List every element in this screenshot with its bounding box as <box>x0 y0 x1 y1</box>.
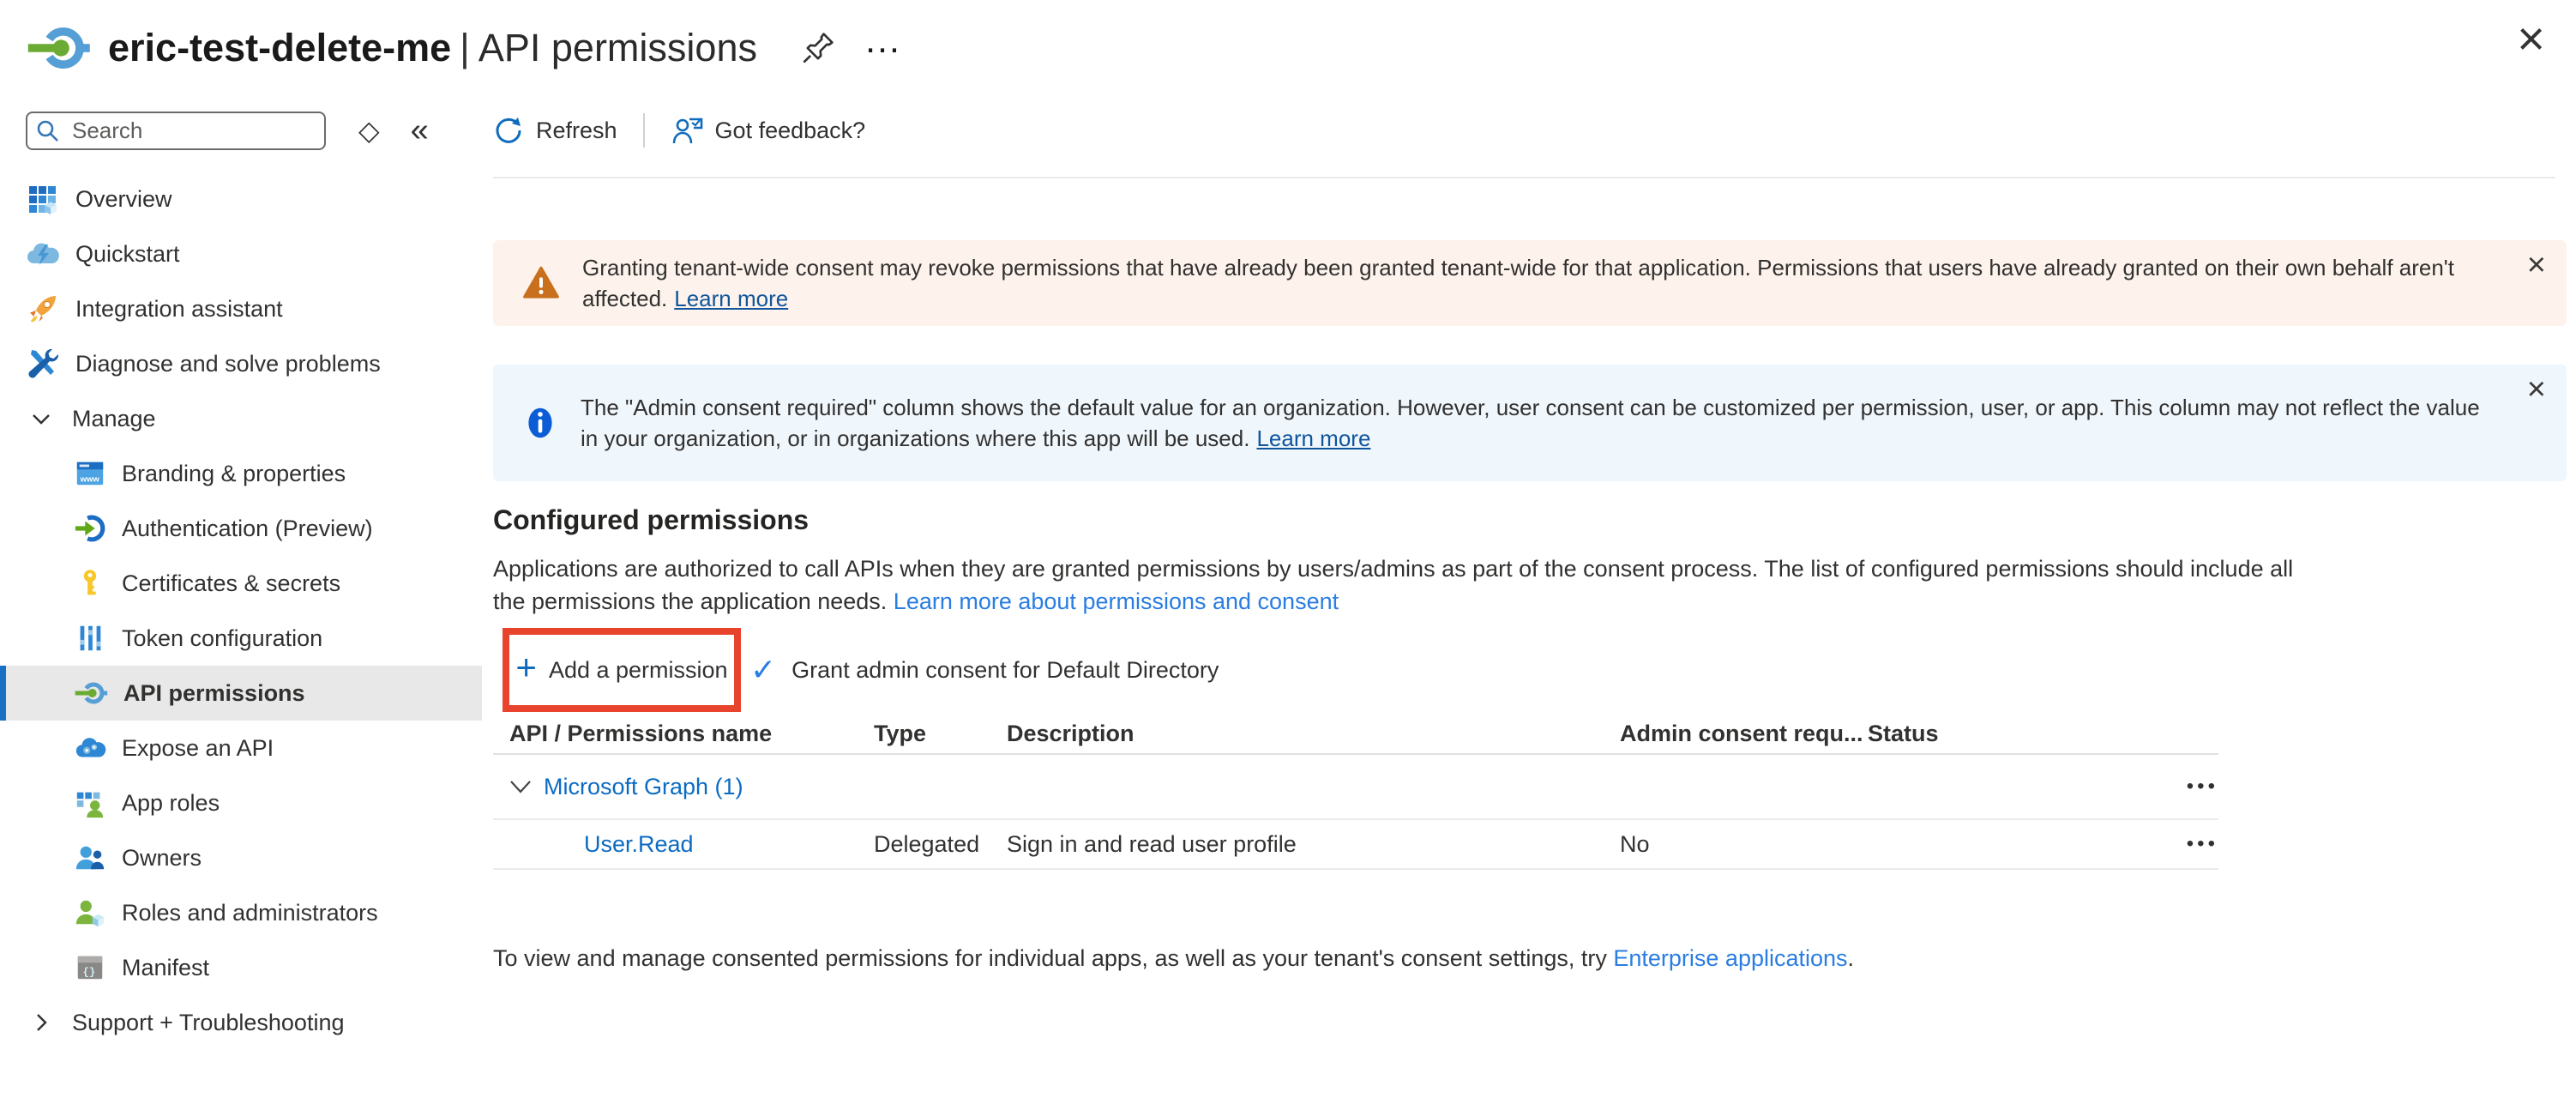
sidebar-item-label: Diagnose and solve problems <box>75 350 381 377</box>
plus-icon: + <box>515 647 537 687</box>
sidebar-item-label: API permissions <box>123 679 305 706</box>
pin-button[interactable] <box>798 27 840 69</box>
refresh-icon <box>493 115 524 146</box>
close-icon: × <box>2526 247 2546 283</box>
key-icon <box>74 567 106 600</box>
user-read-link[interactable]: User.Read <box>584 830 694 857</box>
sidebar-item-label: Branding & properties <box>122 460 346 486</box>
diamond-icon: ◇ <box>358 115 380 146</box>
sidebar-item-authentication[interactable] <box>0 501 482 556</box>
sidebar-item-label: Certificates & secrets <box>122 570 341 596</box>
annotation-highlight-box <box>503 628 741 712</box>
permissions-table <box>493 714 2218 870</box>
manage-section-toggle[interactable] <box>0 391 482 446</box>
info-learn-more-link[interactable]: Learn more <box>1256 425 1371 451</box>
close-icon: × <box>2526 371 2546 407</box>
cloud-lightning-icon <box>26 237 60 271</box>
double-chevron-left-icon: « <box>410 112 429 148</box>
header-more-button[interactable] <box>863 19 903 64</box>
row-more-button[interactable] <box>2175 775 2218 799</box>
toolbar-divider <box>643 113 645 148</box>
enterprise-applications-link[interactable]: Enterprise applications <box>1613 945 1848 971</box>
add-permission-label: Add a permission <box>548 656 728 683</box>
warning-learn-more-link[interactable]: Learn more <box>674 286 789 311</box>
svg-text:{}: {} <box>82 966 96 979</box>
microsoft-graph-link[interactable]: Microsoft Graph (1) <box>544 773 743 799</box>
permissions-actions-row <box>493 628 2576 712</box>
section-description-text: Applications are authorized to call APIs when they are granted permissions by users/admins as part of the consent process. The list of configured permissions should include all the permissions the application needs. <box>493 556 2294 614</box>
sidebar-item-manifest[interactable] <box>0 940 482 995</box>
sidebar-item-app-roles[interactable] <box>0 775 482 830</box>
sidebar-item-label: Token configuration <box>122 624 323 651</box>
app-roles-icon <box>74 787 106 819</box>
sidebar-item-integration-assistant[interactable] <box>0 281 482 336</box>
chevron-down-icon <box>29 407 53 431</box>
main-content <box>493 103 2576 1098</box>
sidebar-item-label: Authentication (Preview) <box>122 515 373 541</box>
sidebar-item-label: Roles and administrators <box>122 899 378 926</box>
roles-administrators-icon <box>74 896 106 929</box>
owners-icon <box>74 842 106 874</box>
refresh-label: Refresh <box>536 117 617 143</box>
overview-icon <box>26 182 60 216</box>
sidebar-item-owners[interactable] <box>0 830 482 885</box>
column-header-admin-consent: Admin consent requ... <box>1620 720 1863 746</box>
sidebar-nav <box>0 172 482 1050</box>
permissions-consent-link[interactable]: Learn more about permissions and consent <box>893 588 1339 614</box>
warning-banner <box>493 240 2567 326</box>
rocket-icon <box>26 292 60 326</box>
warning-icon <box>522 264 560 302</box>
sidebar-item-api-permissions[interactable] <box>0 666 482 721</box>
more-icon: ••• <box>2186 832 2218 855</box>
permission-type-cell: Delegated <box>874 830 980 857</box>
app-name: eric-test-delete-me <box>108 26 452 69</box>
footer-note <box>493 945 1854 972</box>
info-icon <box>522 404 558 442</box>
info-banner <box>493 365 2567 481</box>
close-icon: × <box>2517 11 2545 65</box>
search-icon <box>36 119 59 142</box>
sidebar-item-label: Overview <box>75 185 172 212</box>
grant-admin-consent-label: Grant admin consent for Default Directory <box>791 656 1219 683</box>
section-label: Support + Troubleshooting <box>72 1009 345 1035</box>
column-header-api-permissions-name: API / Permissions name <box>509 720 773 746</box>
sidebar-item-label: App roles <box>122 789 220 816</box>
grant-admin-consent-button[interactable] <box>750 628 1219 712</box>
sidebar-item-label: Manifest <box>122 954 210 980</box>
authentication-icon <box>74 512 106 545</box>
expose-api-icon <box>74 732 106 764</box>
pin-icon <box>800 28 838 66</box>
sidebar-search-row <box>0 103 482 158</box>
sidebar-item-branding[interactable] <box>0 446 482 501</box>
api-permissions-nav-icon <box>74 679 108 708</box>
sidebar-item-expose-api[interactable] <box>0 721 482 775</box>
chevron-down-icon <box>509 779 532 794</box>
support-section-toggle[interactable] <box>0 995 482 1050</box>
info-message: The "Admin consent required" column shows the default value for an organization. However, user consent can be customized per permission, user, or app. This column may not reflect the value in your organization, or in organizations where this app will be used. <box>581 395 2480 451</box>
warning-close-button[interactable] <box>2527 247 2546 284</box>
sidebar-item-label: Quickstart <box>75 240 180 267</box>
title-separator: | <box>460 26 470 69</box>
refresh-button[interactable] <box>493 115 617 146</box>
sidebar-item-label: Owners <box>122 844 202 871</box>
warning-text <box>582 252 2503 314</box>
permission-description-cell: Sign in and read user profile <box>1007 830 1297 857</box>
chevron-right-icon <box>29 1011 53 1035</box>
resize-handle-icon[interactable] <box>358 114 380 147</box>
add-permission-button[interactable] <box>515 647 728 687</box>
check-icon: ✓ <box>750 652 777 687</box>
api-permissions-icon <box>24 21 93 75</box>
blade-close-button[interactable] <box>2517 10 2545 66</box>
sidebar-item-certificates[interactable] <box>0 556 482 611</box>
page-title <box>108 26 757 70</box>
blade-header <box>0 0 2576 96</box>
command-bar <box>493 103 2576 158</box>
manifest-icon <box>74 951 106 984</box>
footer-text: To view and manage consented permissions for individual apps, as well as your tenant's consent settings, try <box>493 945 1607 971</box>
row-more-button[interactable] <box>2175 832 2218 856</box>
table-permission-row <box>493 820 2218 870</box>
footer-period: . <box>1847 945 1855 971</box>
column-header-status: Status <box>1868 720 1939 746</box>
section-label: Manage <box>72 405 156 431</box>
sidebar-item-overview[interactable] <box>0 172 482 226</box>
feedback-icon <box>671 115 703 146</box>
sidebar-item-label: Expose an API <box>122 734 274 761</box>
svg-text:www: www <box>80 474 99 485</box>
more-icon: ••• <box>2186 775 2218 798</box>
sidebar-item-label: Integration assistant <box>75 295 283 322</box>
sidebar <box>0 103 482 1098</box>
token-configuration-icon <box>74 622 106 655</box>
section-description <box>493 552 2294 618</box>
toolbar-underline <box>493 177 2555 178</box>
feedback-button[interactable] <box>671 115 866 146</box>
info-text <box>581 392 2501 454</box>
column-header-type: Type <box>874 720 927 746</box>
table-group-row <box>493 755 2218 820</box>
page-name: API permissions <box>478 26 757 69</box>
expand-group-button[interactable] <box>509 779 532 794</box>
sidebar-item-quickstart[interactable] <box>0 226 482 281</box>
sidebar-item-token-configuration[interactable] <box>0 611 482 666</box>
ellipsis-icon: … <box>863 19 903 61</box>
table-header-row <box>493 714 2218 755</box>
info-close-button[interactable] <box>2527 371 2546 408</box>
collapse-sidebar-button[interactable] <box>411 112 429 149</box>
branding-icon <box>74 457 106 490</box>
sidebar-item-roles-administrators[interactable] <box>0 885 482 940</box>
permission-admin-consent-cell: No <box>1620 830 1650 857</box>
column-header-description: Description <box>1007 720 1135 746</box>
section-title: Configured permissions <box>493 504 810 535</box>
feedback-label: Got feedback? <box>714 117 866 143</box>
tools-icon <box>26 347 60 381</box>
warning-message: Granting tenant-wide consent may revoke permissions that have already been granted tenant-wide for that application. Permissions that users have already granted on their own behalf aren't affected. <box>582 255 2454 311</box>
search-input[interactable] <box>26 112 326 150</box>
sidebar-item-diagnose[interactable] <box>0 336 482 391</box>
